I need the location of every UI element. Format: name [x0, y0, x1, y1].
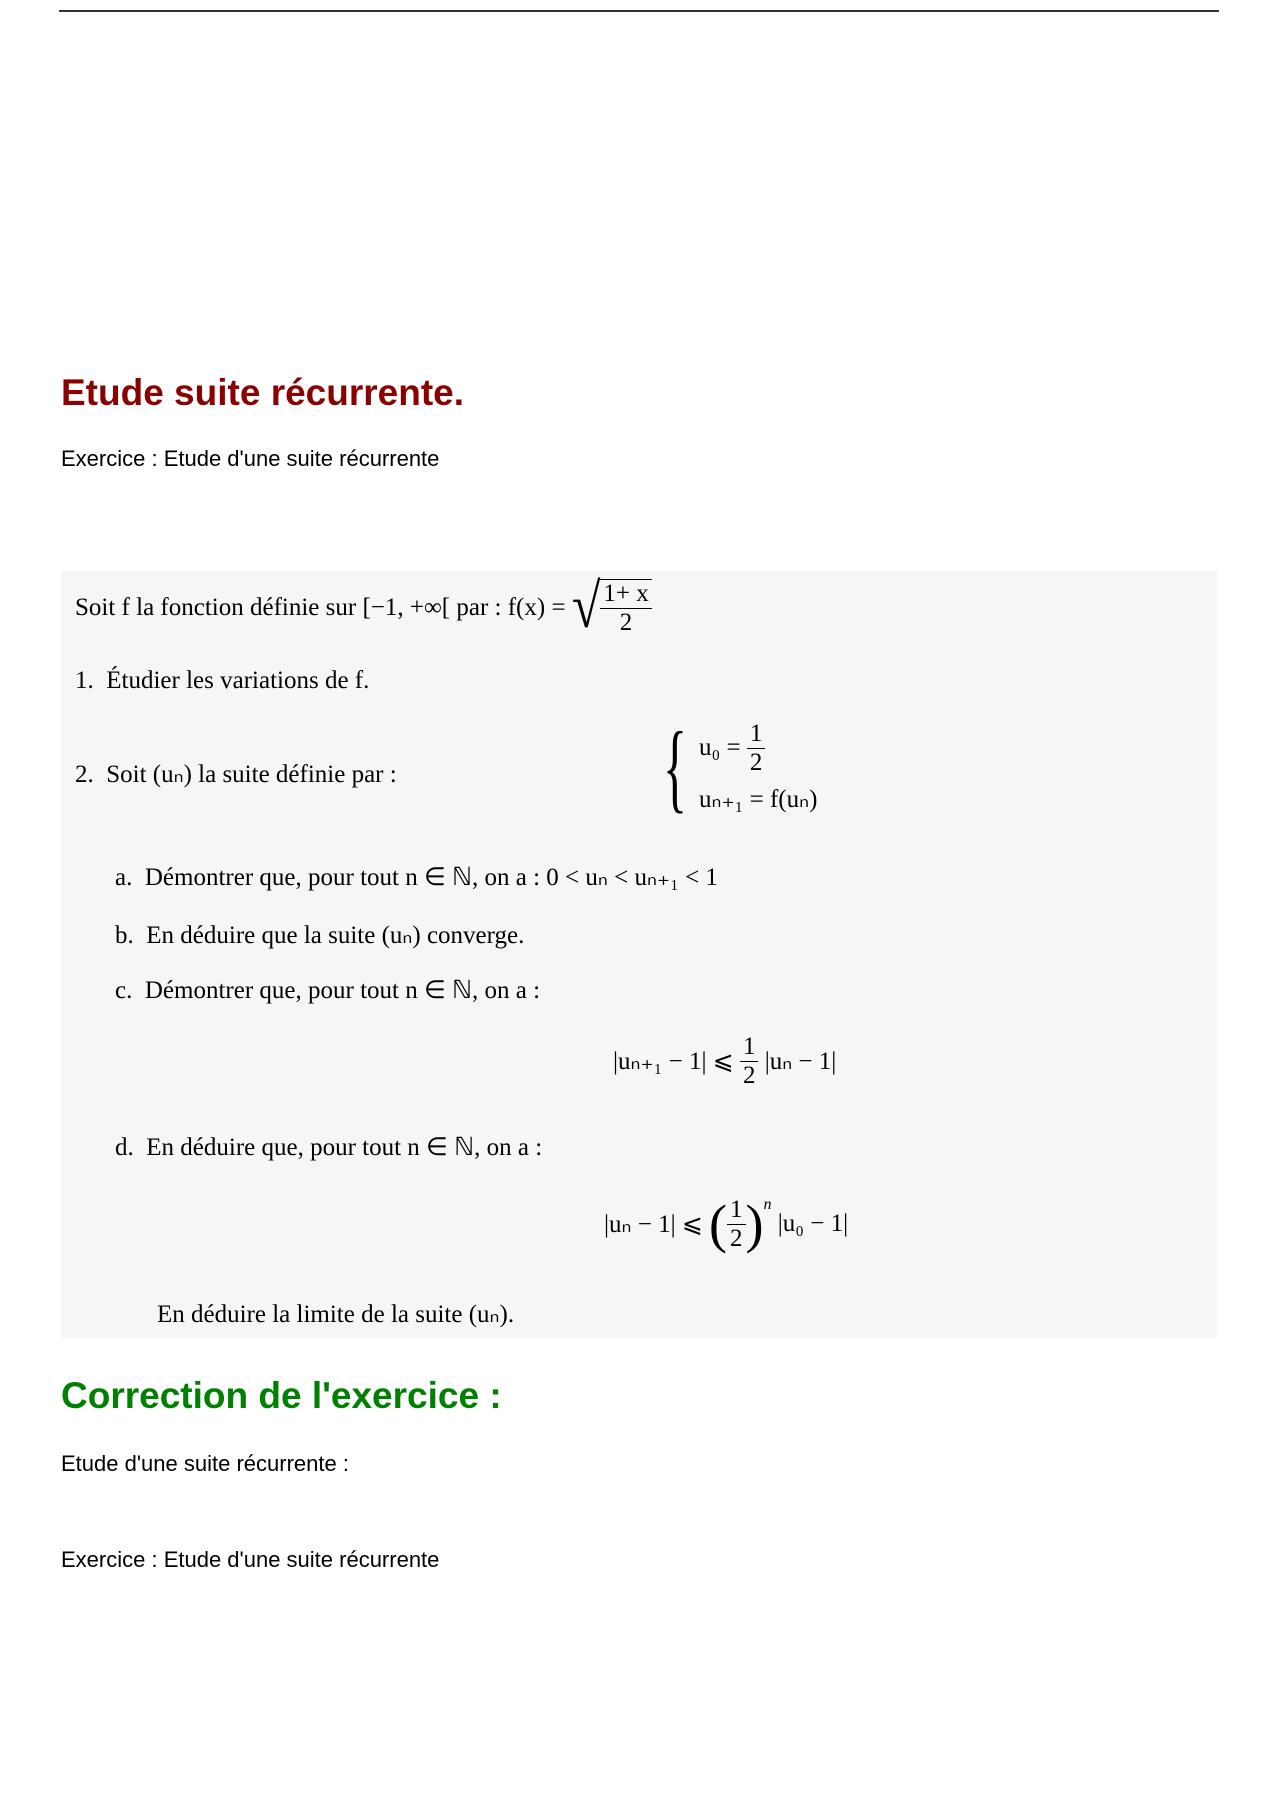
q-text: Soit (uₙ) la suite définie par :	[106, 761, 397, 788]
q-num: b.	[115, 922, 134, 949]
intro-text: Soit f la fonction définie sur [−1, +∞[ par : f(x) =	[75, 593, 566, 621]
top-rule	[59, 10, 1219, 12]
q-text: Démontrer que, pour tout n ∈ ℕ, on a : 0 < uₙ < uₙ₊₁ < 1	[144, 864, 718, 891]
question-2	[75, 759, 397, 789]
formula-left: |uₙ − 1| ⩽	[604, 1211, 703, 1238]
exercise-intro	[75, 572, 652, 642]
formula-c	[613, 1033, 836, 1089]
frac-num: 1	[727, 1196, 746, 1225]
correction-heading: Correction de l'exercice :	[61, 1375, 502, 1416]
q-num: 1.	[75, 667, 94, 694]
formula-right: |uₙ − 1|	[764, 1048, 837, 1075]
question-a	[115, 862, 718, 892]
frac-num: 1	[740, 1033, 759, 1062]
q-text: En déduire que la suite (uₙ) converge.	[146, 922, 525, 949]
correction-text: Etude d'une suite récurrente :	[61, 1451, 349, 1476]
page-title: Etude suite récurrente.	[61, 372, 465, 413]
q-text: En déduire que, pour tout n ∈ ℕ, on a :	[146, 1134, 543, 1161]
q-text: Démontrer que, pour tout n ∈ ℕ, on a :	[144, 977, 541, 1004]
q-num: c.	[115, 977, 133, 1004]
formula-left: |uₙ₊₁ − 1| ⩽	[613, 1048, 734, 1075]
subtitle: Exercice : Etude d'une suite récurrente	[61, 446, 440, 471]
formula-d: |uₙ − 1| ⩽ ( $\frac{1}{2}$ ) $^n$ |u₀ − 1|	[604, 1194, 849, 1254]
exponent: n	[763, 1196, 772, 1213]
q-text: Étudier les variations de f.	[106, 667, 370, 694]
question-d	[115, 1132, 542, 1162]
correction-subtitle: Exercice : Etude d'une suite récurrente	[61, 1547, 440, 1572]
sys-line-2: uₙ₊₁ = f(uₙ)	[699, 786, 818, 813]
q-num: a.	[115, 864, 133, 891]
exercise-box	[61, 571, 1217, 1338]
question-c	[115, 975, 540, 1005]
final-question: En déduire la limite de la suite (uₙ).	[157, 1301, 515, 1328]
frac-num: 1+ x	[600, 580, 651, 609]
sys-line-1: u₀ =	[699, 734, 741, 761]
q-num: 2.	[75, 761, 94, 788]
frac-den: 2	[619, 608, 633, 636]
frac-den: 2	[742, 1061, 756, 1089]
sqrt-expression: √ $\frac{1+ x}{2}$	[572, 579, 652, 636]
question-b	[115, 920, 524, 950]
formula-right: |u₀ − 1|	[777, 1210, 849, 1237]
sequence-system: { u₀ = $\frac{1}{2}$ uₙ₊₁ = f(uₙ)	[663, 711, 818, 822]
frac-num: 1	[747, 720, 766, 749]
q-num: d.	[115, 1134, 134, 1161]
frac-den: 2	[730, 1224, 743, 1252]
question-1	[75, 667, 369, 695]
frac-den: 2	[749, 748, 763, 776]
